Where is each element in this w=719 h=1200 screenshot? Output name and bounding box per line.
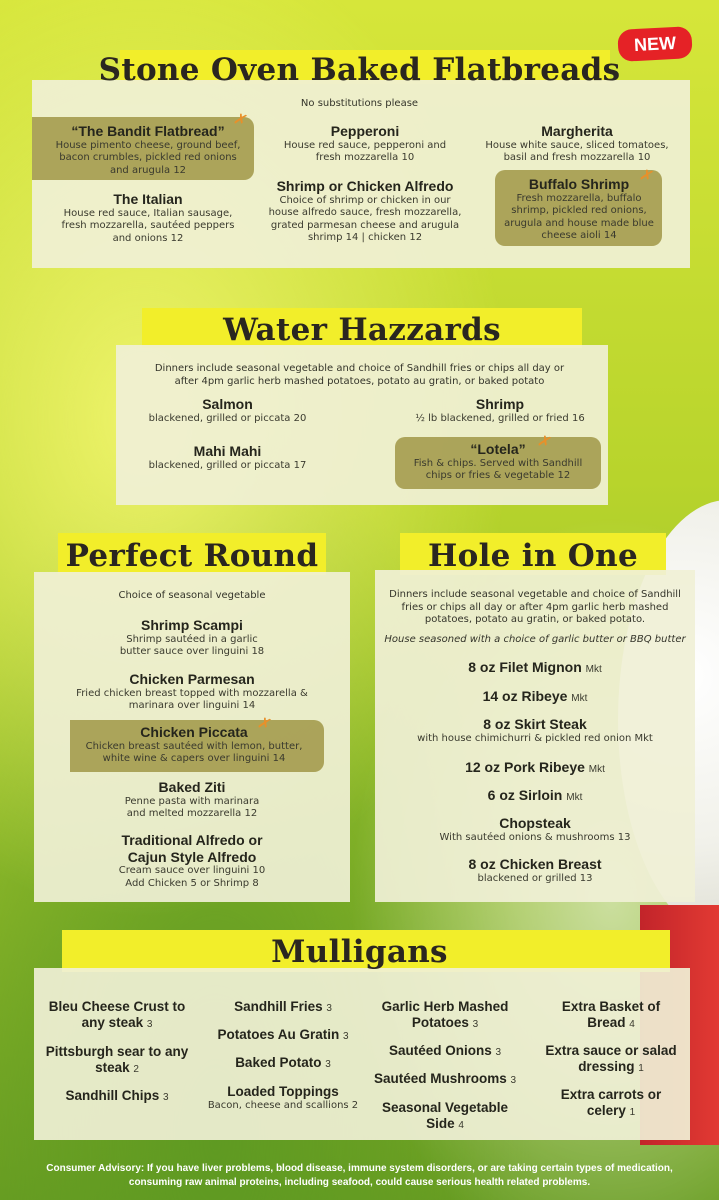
menu-item: [544, 1043, 678, 1075]
menu-item: [385, 688, 685, 705]
item-desc: blackened or grilled 13: [477, 872, 593, 884]
menu-item: [140, 396, 315, 425]
menu-item: [50, 123, 246, 177]
perfect-note: Choice of seasonal vegetable: [118, 590, 266, 601]
feature-mark-icon: ✗: [637, 164, 657, 187]
menu-item: [200, 1027, 366, 1043]
menu-item: [402, 441, 594, 483]
item-price: Mkt: [588, 764, 605, 775]
menu-item: [482, 123, 672, 165]
mulligans-title: Mulligans: [271, 934, 448, 970]
menu-item: [60, 832, 324, 890]
item-name: Baked Ziti: [158, 779, 226, 795]
item-name: Shrimp: [475, 396, 525, 412]
item-price: 12: [173, 164, 187, 176]
item-desc-extra: Add Chicken 5 or Shrimp 8: [125, 877, 259, 889]
item-name: Pittsburgh sear to any steak: [45, 1044, 189, 1075]
item-desc: Fish & chips. Served with Sandhill chips or fries & vegetable: [413, 457, 583, 482]
menu-item: [366, 1071, 524, 1087]
item-name: Mahi Mahi: [193, 443, 262, 459]
menu-item: [196, 1084, 370, 1112]
item-price: 3: [342, 1031, 349, 1042]
item-price: 4: [458, 1119, 464, 1131]
perfect-title: Perfect Round: [65, 538, 319, 574]
menu-item: [380, 1100, 510, 1132]
menu-item: [266, 178, 464, 245]
item-desc: ½ lb blackened, grilled or fried: [415, 412, 569, 424]
menu-item: [58, 191, 238, 245]
menu-item: [44, 1088, 190, 1104]
item-price: 3: [325, 1059, 331, 1070]
water-title: Water Hazzards: [223, 312, 501, 348]
item-name: Loaded Toppings: [227, 1084, 339, 1099]
item-name: 14 oz Ribeye: [482, 688, 568, 704]
menu-item: [400, 396, 600, 425]
item-price: 17: [293, 459, 307, 471]
menu-item: [385, 759, 685, 776]
water-note: Dinners include seasonal vegetable and choice of Sandhill fries or chips all day or after 4pm garlic herb mashed potatoes, potato au gratin, or baked potato: [154, 363, 565, 387]
hole-subnote: House seasoned with a choice of garlic butter or BBQ butter: [384, 634, 686, 645]
item-name: Pepperoni: [330, 123, 400, 139]
menu-item: [60, 671, 324, 713]
item-desc: House white sauce, sliced tomatoes, basil and fresh mozzarella: [485, 139, 669, 164]
item-desc: With sautéed onions & mushrooms 13: [439, 831, 631, 843]
item-desc: Fried chicken breast topped with mozzarella & marinara over linguini: [76, 687, 308, 712]
feature-mark-icon: ✗: [231, 108, 251, 131]
item-price: 14: [242, 700, 256, 712]
item-price: 1: [638, 1062, 644, 1074]
item-desc: Shrimp sautéed in a garlic butter sauce over linguini: [119, 633, 258, 658]
item-name: Sandhill Fries: [234, 999, 323, 1014]
item-price: 12: [557, 470, 571, 482]
item-name: Buffalo Shrimp: [528, 176, 630, 192]
menu-item: [200, 999, 366, 1015]
item-name: Sautéed Mushrooms: [373, 1071, 507, 1086]
item-name: Shrimp Scampi: [141, 617, 243, 633]
menu-item: [385, 787, 685, 804]
item-name: Salmon: [202, 396, 253, 412]
item-desc: blackened, grilled or piccata: [148, 459, 291, 471]
item-name: Extra Basket of Bread: [561, 999, 661, 1030]
item-price: 16: [571, 412, 585, 424]
hole-note: Dinners include seasonal vegetable and choice of Sandhill fries or chips all day or after 4pm garlic herb mashed potatoes, potato au gratin, or baked potato.: [389, 589, 681, 625]
item-name: “Lotela”: [470, 441, 526, 457]
item-desc: Choice of shrimp or chicken in our house alfredo sauce, fresh mozzarella, grated parmesan cheese and arugula shrimp 14 | chicken: [268, 194, 462, 244]
item-name: Extra sauce or salad dressing: [545, 1043, 677, 1074]
item-name: 8 oz Chicken Breast: [468, 856, 602, 872]
item-name: 8 oz Filet Mignon: [468, 659, 582, 675]
menu-item: [280, 123, 450, 165]
item-name: The Italian: [113, 191, 183, 207]
item-price: 1: [629, 1106, 636, 1118]
item-name: Baked Potato: [235, 1055, 322, 1070]
item-desc: Fresh mozzarella, buffalo shrimp, pickled red onions, arugula and house made blue cheese aioli: [504, 192, 654, 242]
item-name: 6 oz Sirloin: [487, 787, 563, 803]
item-name: Chopsteak: [499, 815, 571, 831]
item-price: Mkt: [585, 664, 602, 675]
item-desc: with house chimichurri & pickled red onion Mkt: [417, 732, 653, 744]
item-desc: House pimento cheese, ground beef, bacon crumbles, pickled red onions and arugula: [55, 139, 241, 176]
item-price: 4: [629, 1018, 635, 1030]
item-name: Shrimp or Chicken Alfredo: [276, 178, 454, 194]
menu-item: [200, 1055, 366, 1071]
item-price: 14: [272, 753, 286, 765]
item-name: Sandhill Chips: [65, 1088, 160, 1103]
item-price: 3: [326, 1003, 332, 1014]
item-desc: House red sauce, Italian sausage, fresh mozzarella, sautéed peppers and onions: [61, 207, 235, 244]
item-name: Garlic Herb Mashed Potatoes: [381, 999, 509, 1030]
item-name: “The Bandit Flatbread”: [71, 123, 225, 139]
item-name: Extra carrots or celery: [560, 1087, 662, 1118]
feature-mark-icon: ✗: [255, 712, 275, 735]
item-name: 12 oz Pork Ribeye: [465, 759, 585, 775]
item-price: 2: [133, 1063, 139, 1075]
item-price: 12: [409, 232, 423, 244]
new-badge: NEW: [617, 26, 693, 62]
item-desc: House red sauce, pepperoni and fresh mozzarella: [283, 139, 447, 164]
item-name: Seasonal Vegetable Side: [381, 1100, 509, 1131]
flatbreads-note: No substitutions please: [300, 98, 419, 109]
item-name: Margherita: [541, 123, 613, 139]
item-price: Mkt: [571, 693, 588, 704]
item-price: Mkt: [566, 792, 583, 803]
item-name: Chicken Parmesan: [129, 671, 255, 687]
item-name: Sautéed Onions: [388, 1043, 492, 1058]
feature-mark-icon: ✗: [535, 430, 555, 453]
item-price: 3: [146, 1018, 153, 1030]
item-price: 3: [495, 1047, 502, 1058]
item-price: 3: [510, 1075, 517, 1086]
menu-item: [502, 176, 656, 243]
item-name: 8 oz Skirt Steak: [483, 716, 587, 732]
item-desc: Chicken breast sautéed with lemon, butter, white wine & capers over linguini: [85, 740, 303, 765]
item-price: 18: [251, 646, 265, 658]
item-desc: Cream sauce over linguini 10: [118, 865, 266, 877]
item-desc: Penne pasta with marinara and melted mozzarella: [124, 795, 260, 820]
item-price: 12: [244, 808, 258, 820]
item-price: 3: [472, 1018, 479, 1030]
menu-item: [60, 779, 324, 821]
menu-item: [60, 617, 324, 659]
item-name: Chicken Piccata: [140, 724, 248, 740]
item-price: 10: [637, 152, 651, 164]
menu-item: [385, 659, 685, 676]
menu-item: [44, 999, 190, 1031]
menu-item: [140, 443, 315, 472]
hole-title: Hole in One: [428, 538, 638, 574]
item-price: 3: [162, 1092, 169, 1103]
item-price: 10: [401, 152, 415, 164]
item-price: 20: [293, 412, 307, 424]
menu-item: [385, 815, 685, 844]
menu-item: [366, 1043, 524, 1059]
menu-item: [385, 716, 685, 745]
item-name: Bleu Cheese Crust to any steak: [48, 999, 186, 1030]
flatbreads-title: Stone Oven Baked Flatbreads: [98, 52, 621, 88]
item-desc: Bacon, cheese and scallions 2: [207, 1099, 359, 1111]
menu-item: [44, 1044, 190, 1076]
menu-item: [74, 724, 314, 766]
item-desc: blackened, grilled or piccata: [148, 412, 291, 424]
consumer-advisory: Consumer Advisory: If you have liver problems, blood disease, immune system disorders, or are taking certain types of medication, consuming raw animal proteins, including seafood, could cause serious health related problems.: [46, 1163, 673, 1188]
item-price: 14: [603, 230, 617, 242]
item-price: 12: [170, 232, 184, 244]
menu-item: [552, 1087, 670, 1119]
menu-item: [385, 856, 685, 885]
item-name: Traditional Alfredo or Cajun Style Alfredo: [121, 832, 263, 865]
menu-item: [548, 999, 674, 1031]
item-name: Potatoes Au Gratin: [217, 1027, 340, 1042]
menu-item: [372, 999, 518, 1031]
